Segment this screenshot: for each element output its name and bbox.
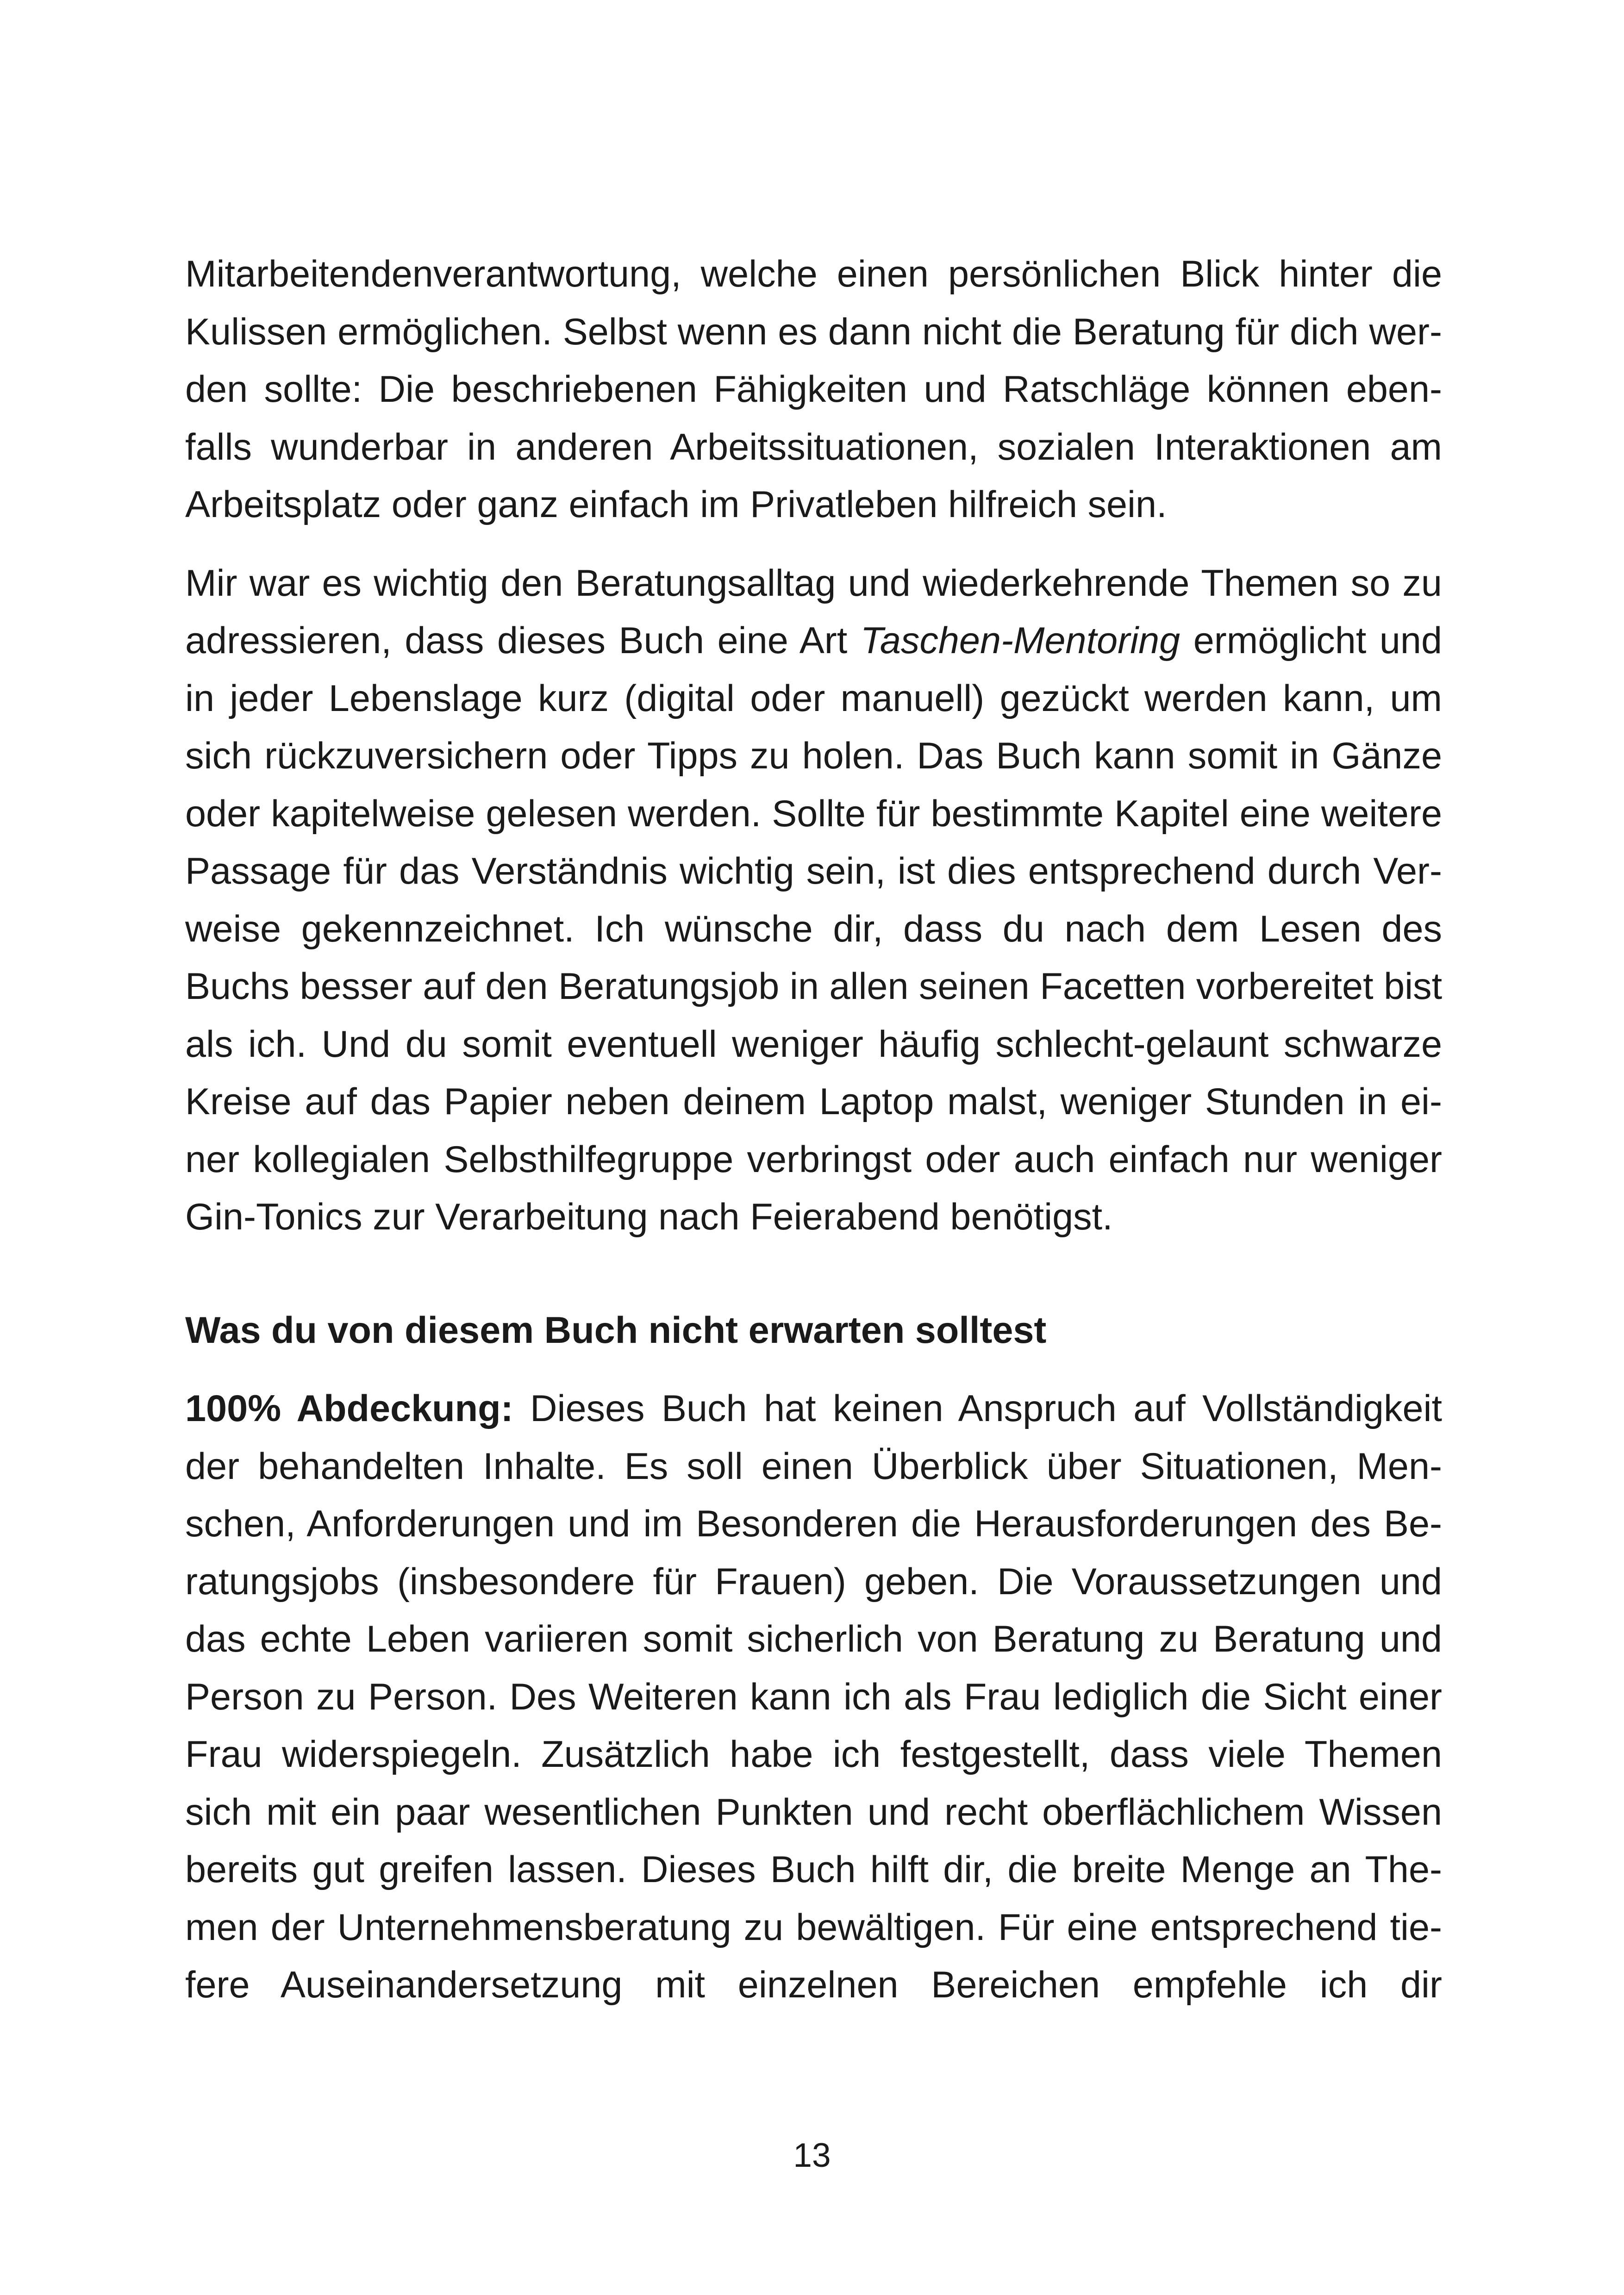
text-line: weise gekennzeichnet. Ich wünsche dir, dass du nach dem Lesen des (185, 908, 1442, 950)
text-line: Kulissen ermöglichen. Selbst wenn es dann nicht die Beratung für dich wer- (185, 311, 1442, 353)
text-line (185, 1380, 1442, 1438)
italic-term: Taschen-Mentoring (860, 620, 1181, 661)
text-run: ermöglicht und (1180, 620, 1442, 661)
paragraph-2 (185, 555, 1442, 1246)
text-line (185, 612, 1442, 670)
lead-term: 100% Abdeckung: (185, 1388, 513, 1429)
page-body (185, 245, 1442, 2014)
text-line: den sollte: Die beschriebenen Fähigkeiten und Ratschläge können eben- (185, 368, 1442, 410)
text-line: schen, Anforderungen und im Besonderen die Herausforderungen des Be- (185, 1503, 1442, 1545)
text-line: Mitarbeitendenverantwortung, welche einen persönlichen Blick hinter die (185, 253, 1442, 295)
text-line: sich rückzuversichern oder Tipps zu holen. Das Buch kann somit in Gänze (185, 735, 1442, 777)
paragraph-1 (185, 245, 1442, 534)
text-line: als ich. Und du somit eventuell weniger häufig schlecht-gelaunt schwarze (185, 1023, 1442, 1065)
paragraph-3 (185, 1380, 1442, 2014)
page-number: 13 (793, 2137, 831, 2174)
text-line: men der Unternehmensberatung zu bewältigen. Für eine entsprechend tie- (185, 1906, 1442, 1948)
text-line: Passage für das Verständnis wichtig sein, ist dies entsprechend durch Ver- (185, 850, 1442, 892)
text-line: falls wunderbar in anderen Arbeitssituationen, sozialen Interaktionen am (185, 426, 1442, 468)
text-line: Person zu Person. Des Weiteren kann ich als Frau lediglich die Sicht einer (185, 1676, 1442, 1718)
text-line: das echte Leben variieren somit sicherlich von Beratung zu Beratung und (185, 1618, 1442, 1660)
text-line: Kreise auf das Papier neben deinem Laptop malst, weniger Stunden in ei- (185, 1081, 1442, 1123)
section-heading: Was du von diesem Buch nicht erwarten solltest (185, 1309, 1047, 1351)
text-line: ner kollegialen Selbsthilfegruppe verbringst oder auch einfach nur weniger (185, 1138, 1442, 1180)
text-line: Frau widerspiegeln. Zusätzlich habe ich festgestellt, dass viele Themen (185, 1734, 1442, 1775)
text-line: Gin-Tonics zur Verarbeitung nach Feierabend benötigst. (185, 1196, 1113, 1238)
text-line: sich mit ein paar wesentlichen Punkten und recht oberflächlichem Wissen (185, 1791, 1442, 1833)
text-line: Mir war es wichtig den Beratungsalltag und wiederkehrende Themen so zu (185, 562, 1442, 604)
text-line: ratungsjobs (insbesondere für Frauen) geben. Die Voraussetzungen und (185, 1560, 1442, 1603)
text-run: Dieses Buch hat keinen Anspruch auf Vollständigkeit (513, 1388, 1442, 1429)
text-line: Buchs besser auf den Beratungsjob in allen seinen Facetten vorbereitet bist (185, 966, 1443, 1007)
text-line: Arbeitsplatz oder ganz einfach im Privatleben hilfreich sein. (185, 484, 1167, 525)
text-line: bereits gut greifen lassen. Dieses Buch hilft dir, die breite Menge an The- (185, 1849, 1442, 1890)
text-run: adressieren, dass dieses Buch eine Art (185, 620, 861, 661)
text-line: in jeder Lebenslage kurz (digital oder manuell) gezückt werden kann, um (185, 677, 1442, 719)
text-line: fere Auseinandersetzung mit einzelnen Bereichen empfehle ich dir (185, 1964, 1442, 2006)
text-line: der behandelten Inhalte. Es soll einen Überblick über Situationen, Men- (185, 1445, 1442, 1487)
text-line: oder kapitelweise gelesen werden. Sollte für bestimmte Kapitel eine weitere (185, 792, 1442, 835)
